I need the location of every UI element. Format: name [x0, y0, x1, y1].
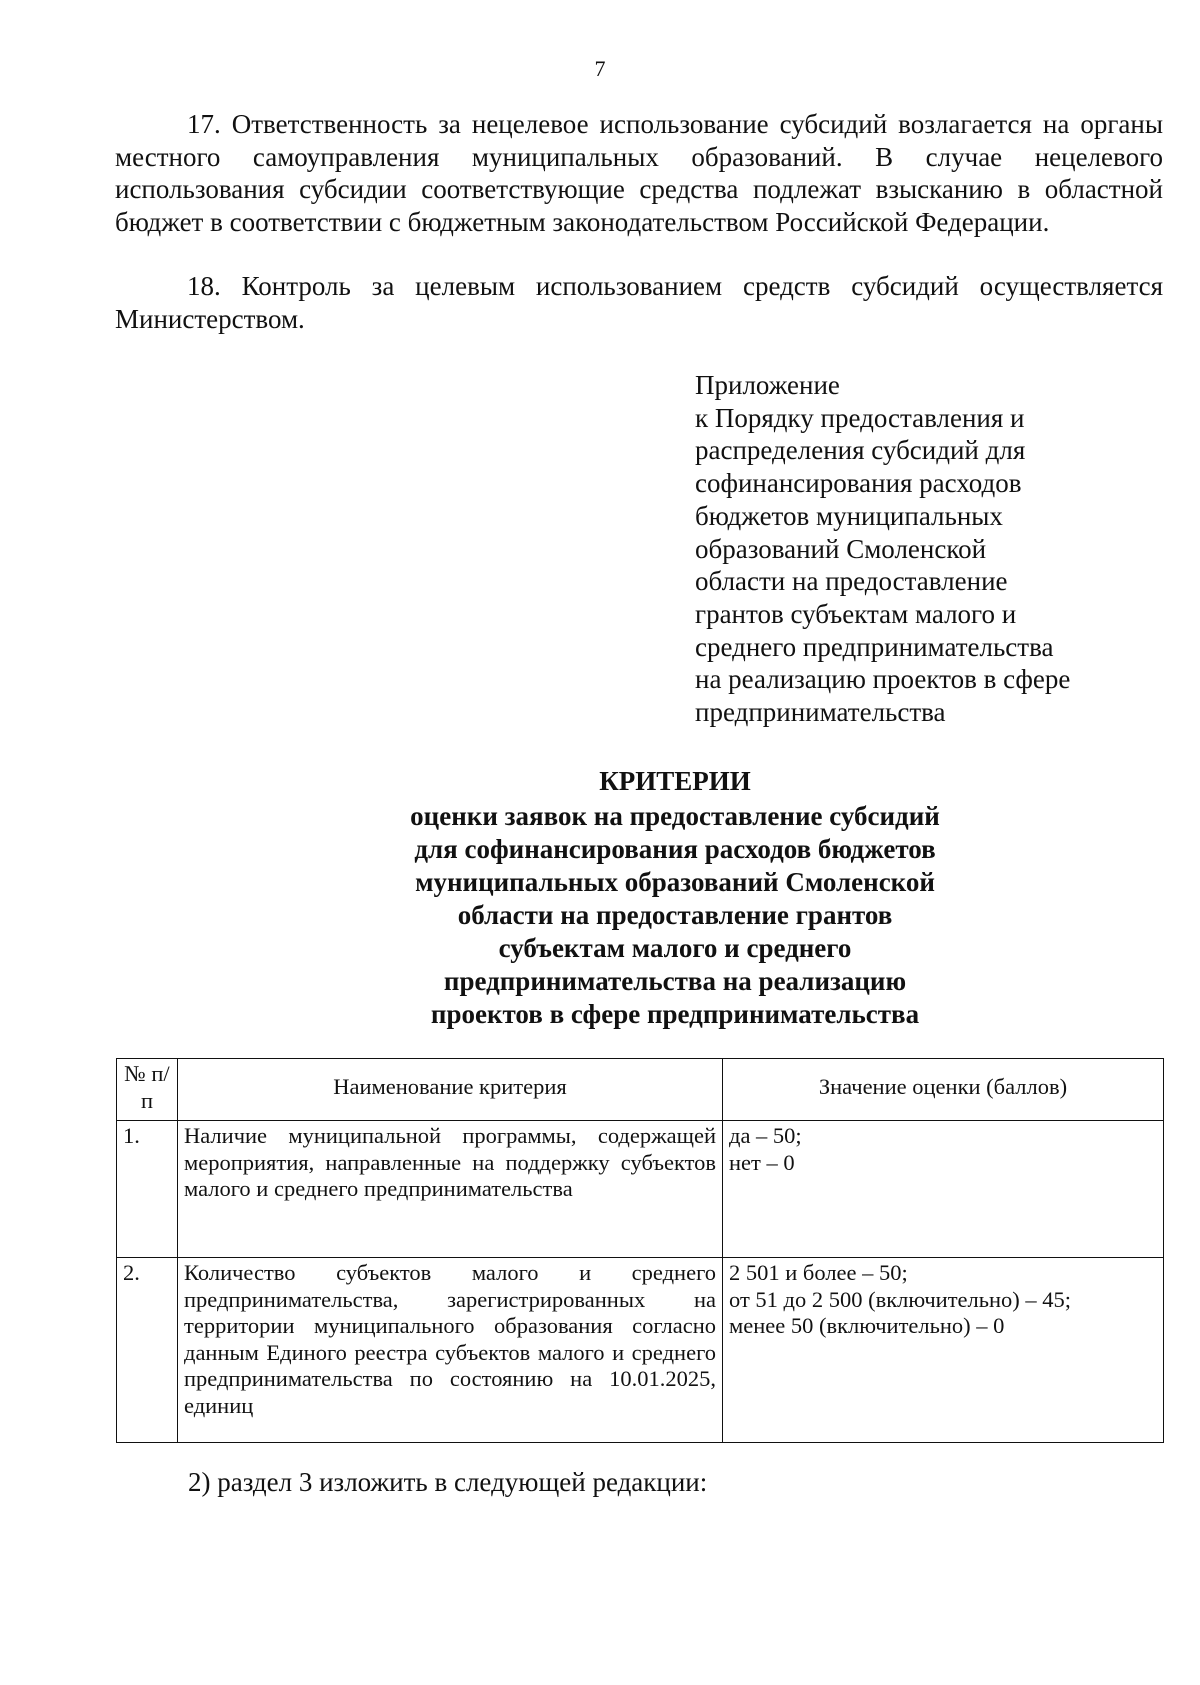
- criteria-title-line: предпринимательства на реализацию: [443, 966, 907, 996]
- appendix-block: [695, 369, 1115, 729]
- criteria-heading: КРИТЕРИИ: [599, 766, 751, 796]
- appendix-line: софинансирования расходов: [695, 468, 1022, 499]
- criteria-title-line: области на предоставление грантов: [457, 900, 893, 930]
- score-value-cell: [723, 1121, 1164, 1258]
- appendix-line: к Порядку предоставления и: [695, 402, 1025, 433]
- paragraph-17-text: 17. Ответственность за нецелевое использование субсидий возлагается на органы местного самоуправления муниципальных образований. В случае нецелевого использования субсидии соответствующие средства подлежат взысканию в областной бюджет в соответствии с бюджетным законодательством Российской Федерации.: [115, 109, 1163, 237]
- table-row: [117, 1258, 1164, 1443]
- header-score-value: Значение оценки (баллов): [723, 1059, 1164, 1121]
- criteria-title: [365, 765, 985, 1031]
- page-number: 7: [594, 56, 606, 81]
- score-value-line: да – 50;: [729, 1123, 802, 1148]
- header-number: № п/п: [117, 1059, 178, 1121]
- row-number: 1.: [117, 1121, 178, 1258]
- criteria-title-line: проектов в сфере предпринимательства: [430, 999, 920, 1029]
- criteria-title-line: оценки заявок на предоставление субсидий: [410, 801, 940, 831]
- criteria-title-line: субъектам малого и среднего: [498, 933, 852, 963]
- score-value-line: 2 501 и более – 50;: [729, 1260, 908, 1285]
- criteria-title-line: для софинансирования расходов бюджетов: [414, 834, 936, 864]
- appendix-line: грантов субъектам малого и: [695, 598, 1017, 629]
- row-number: 2.: [117, 1258, 178, 1443]
- criterion-name: Наличие муниципальной программы, содержащей мероприятия, направленные на поддержку субъектов малого и среднего предпринимательства: [178, 1121, 723, 1258]
- appendix-line: Приложение: [695, 370, 840, 400]
- appendix-line: образований Смоленской: [695, 533, 987, 564]
- amendment-text: 2) раздел 3 изложить в следующей редакции:: [188, 1467, 708, 1497]
- appendix-line: предпринимательства: [695, 697, 946, 728]
- appendix-line: области на предоставление: [695, 566, 1008, 597]
- score-value-line: менее 50 (включительно) – 0: [729, 1313, 1005, 1338]
- paragraph-18-text: 18. Контроль за целевым использованием средств субсидий осуществляется Министерством.: [115, 271, 1163, 334]
- criteria-table: [116, 1058, 1164, 1443]
- appendix-line: среднего предпринимательства: [695, 631, 1054, 662]
- paragraph-17: [115, 108, 1163, 238]
- appendix-line: распределения субсидий для: [695, 435, 1026, 466]
- criteria-title-line: муниципальных образований Смоленской: [415, 867, 935, 897]
- criterion-name: Количество субъектов малого и среднего предпринимательства, зарегистрированных на территории муниципального образования согласно данным Единого реестра субъектов малого и среднего предпринимательства по состоянию на 10.01.2025, единиц: [178, 1258, 723, 1443]
- table-row: [117, 1121, 1164, 1258]
- appendix-line: бюджетов муниципальных: [695, 500, 1003, 531]
- paragraph-18: [115, 270, 1163, 335]
- score-value-line: от 51 до 2 500 (включительно) – 45;: [729, 1286, 1072, 1312]
- header-criterion-name: Наименование критерия: [178, 1059, 723, 1121]
- score-value-cell: [723, 1258, 1164, 1443]
- table-header-row: [117, 1059, 1164, 1121]
- appendix-line: на реализацию проектов в сфере: [695, 664, 1071, 695]
- score-value-line: нет – 0: [729, 1149, 795, 1175]
